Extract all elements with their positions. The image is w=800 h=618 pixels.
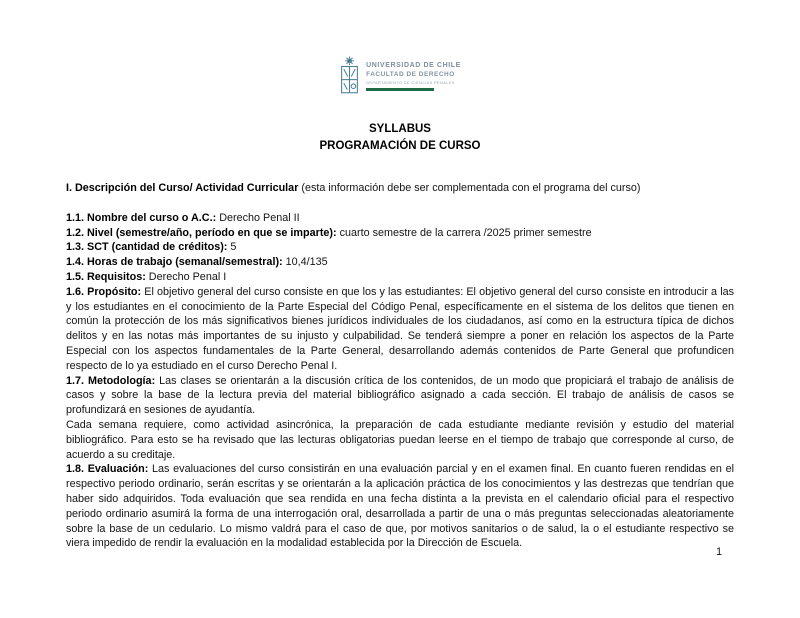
item-nivel xyxy=(66,226,734,241)
item-label: 1.5. Requisitos: xyxy=(66,270,146,283)
item-value: 5 xyxy=(230,241,237,254)
section-heading-bold: I. Descripción del Curso/ Actividad Curricular xyxy=(66,182,299,194)
university-crest-icon xyxy=(339,56,360,103)
section-heading-rest: (esta información debe ser complementada con el programa del curso) xyxy=(301,182,641,194)
university-logo-text xyxy=(366,56,461,91)
paragraph-text: Las evaluaciones del curso consistirán en una evaluación parcial y en el examen final. En cuanto fueren rendidas en el respectivo periodo ordinario, serán escritas y se orientarán a la aplicación práctica de los conocimientos y las destrezas que tendrían que haber sido adquiridos. Toda evaluación que sea rendida en una fecha distinta a la prevista en el calendario oficial para el respectivo periodo ordinario asumirá la forma de una interrogación oral, desarrollada a partir de una o más preguntas seleccionadas aleatoriamente sobre la base de un cedulario. Lo mismo valdrá para el caso de que, por motivos sanitarios o de salud, la o el estudiante respectivo se viera impedido de rendir la evaluación en la modalidad establecida por la Dirección de Escuela. xyxy=(66,463,734,550)
item-value: 10,4/135 xyxy=(285,256,328,269)
item-value: Derecho Penal I xyxy=(148,270,227,283)
paragraph-text: Cada semana requiere, como actividad asincrónica, la preparación de cada estudiante mediante revisión y estudio del material bibliográfico. Para esto se ha revisado que las lecturas obligatorias puedan leerse en el tiempo de trabajo que corresponde al curso, de acuerdo a su creditaje. xyxy=(66,418,734,461)
item-horas-trabajo xyxy=(66,255,734,270)
paragraph-label: 1.8. Evaluación: xyxy=(66,463,149,476)
paragraph-text: Las clases se orientarán a la discusión crítica de los contenidos, de un modo que propiciará el trabajo de análisis de casos y sobre la base de la lectura previa del material bibliográfico asignado a cada sección. El trabajo de análisis de casos se profundizará en sesiones de ayudantía. xyxy=(66,374,734,417)
paragraph-label: 1.6. Propósito: xyxy=(66,285,142,298)
paragraph-evaluacion xyxy=(66,462,734,551)
item-label: 1.1. Nombre del curso o A.C.: xyxy=(66,211,217,224)
title-syllabus: SYLLABUS xyxy=(369,123,431,135)
logo-green-bar xyxy=(366,88,434,92)
page-number: 1 xyxy=(716,546,723,558)
paragraph-text: El objetivo general del curso consiste en que los y las estudiantes: El objetivo general del curso consiste en introducir a las y los estudiantes en el conocimiento de la Parte Especial del Código Penal, específicamente en el sistema de los delitos que tienen en común la protección de los más significativos bienes jurídicos individuales de los ciudadanos, así como en la estructura típica de dichos delitos y en las notas más importantes de su injusto y culpabilidad. Se tenderá siempre a poner en relación los aspectos de la Parte Especial con los aspectos fundamentales de la Parte General, desarrollando además contenidos de Parte General que profundicen respecto de lo ya estudiado en el curso Derecho Penal I. xyxy=(66,285,734,372)
section-heading xyxy=(66,181,734,196)
item-label: 1.3. SCT (cantidad de créditos): xyxy=(66,241,228,254)
title-programacion: PROGRAMACIÓN DE CURSO xyxy=(319,139,481,152)
paragraph-label: 1.7. Metodología: xyxy=(66,374,156,387)
item-value: cuarto semestre de la carrera /2025 primer semestre xyxy=(339,226,592,239)
university-name: UNIVERSIDAD DE CHILE xyxy=(366,62,461,69)
paragraph-metodologia xyxy=(66,374,734,418)
document-body xyxy=(66,181,734,551)
item-nombre-curso xyxy=(66,211,734,226)
university-logo xyxy=(0,56,800,103)
item-label: 1.4. Horas de trabajo (semanal/semestral): xyxy=(66,256,283,269)
item-label: 1.2. Nivel (semestre/año, período en que se imparte): xyxy=(66,226,337,239)
paragraph-proposito xyxy=(66,285,734,374)
item-sct xyxy=(66,240,734,255)
document-title-block xyxy=(0,121,800,154)
item-value: Derecho Penal II xyxy=(219,211,300,224)
item-requisitos xyxy=(66,270,734,285)
faculty-name: FACULTAD DE DERECHO xyxy=(366,70,455,78)
department-name: DEPARTAMENTO DE CIENCIAS PENALES xyxy=(366,79,455,85)
paragraph-actividad-asincronica xyxy=(66,418,734,462)
